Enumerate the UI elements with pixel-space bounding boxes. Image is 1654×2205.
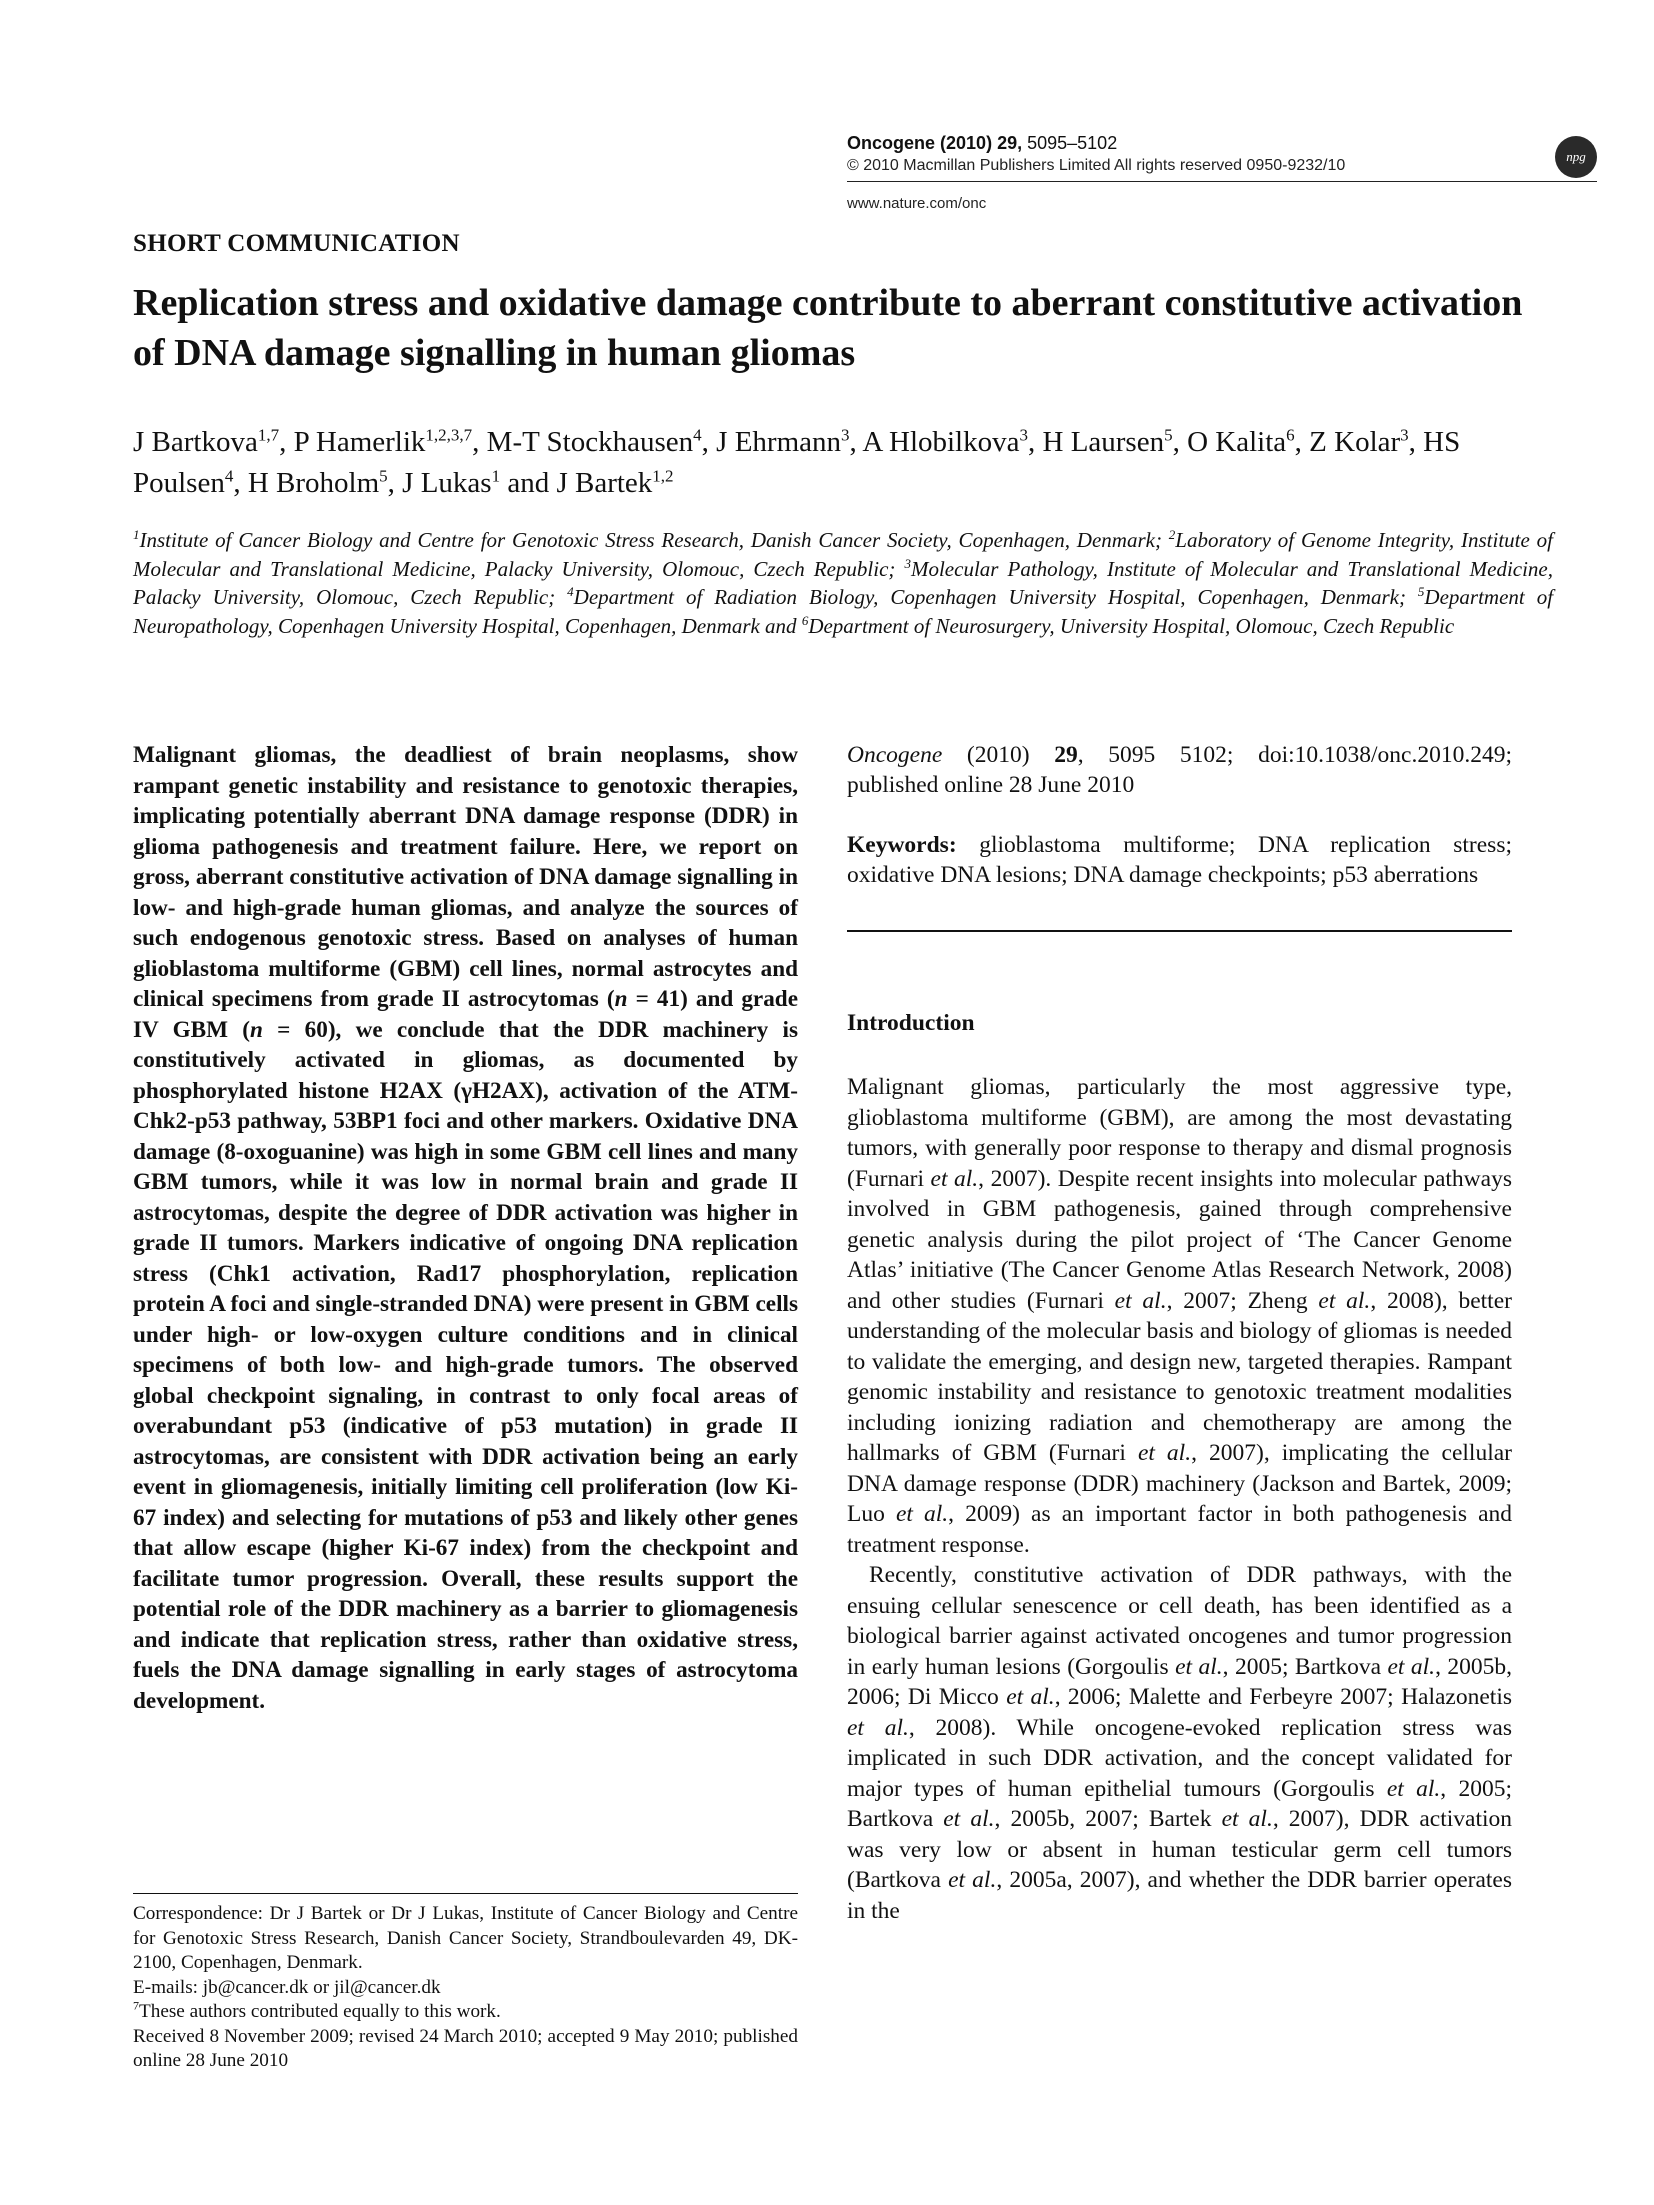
citation-rest: , 5095 5102; doi:10.1038/onc.2010.249; published online 28 June 2010 bbox=[847, 742, 1512, 798]
author-affiliation-marker: 3 bbox=[1019, 425, 1028, 445]
affiliation-number: 3 bbox=[904, 555, 911, 571]
received-note: Received 8 November 2009; revised 24 March 2010; accepted 9 May 2010; published online 28 June 2010 bbox=[133, 2025, 798, 2071]
journal-url[interactable]: www.nature.com/onc bbox=[847, 195, 987, 212]
author-name: H Broholm bbox=[247, 467, 380, 499]
abstract bbox=[133, 740, 798, 1716]
author-name: H Laursen bbox=[1042, 426, 1165, 458]
affiliation-number: 5 bbox=[1417, 584, 1425, 599]
affiliations bbox=[133, 526, 1553, 640]
author-affiliation-marker: 1,7 bbox=[257, 425, 280, 445]
keywords-rule bbox=[847, 930, 1512, 932]
affiliation-text: Department of Neurosurgery, University Hospital, Olomouc, Czech Republic bbox=[808, 613, 1455, 638]
affiliation-text: Department of Radiation Biology, Copenhagen University Hospital, Copenhagen, Denmark; bbox=[573, 585, 1406, 609]
author-name: J Bartek bbox=[556, 467, 653, 499]
equal-contribution-text: These authors contributed equally to this work. bbox=[139, 2001, 501, 2022]
author-affiliation-marker: 1,2 bbox=[652, 466, 674, 486]
citation-year: (2010) bbox=[942, 742, 1055, 768]
npg-logo bbox=[1555, 136, 1597, 178]
correspondence-note: Correspondence: Dr J Bartek or Dr J Lukas, Institute of Cancer Biology and Centre for Genotoxic Stress Research, Danish Cancer Society, Strandboulevarden 49, DK-2100, Copenhagen, Denmark. bbox=[133, 1903, 798, 1973]
copyright-line: © 2010 Macmillan Publishers Limited All rights reserved 0950-9232/10 bbox=[847, 157, 1346, 174]
affiliation-number: 2 bbox=[1168, 527, 1176, 542]
header-rule bbox=[847, 181, 1597, 182]
affiliation-number: 6 bbox=[801, 612, 809, 628]
citation bbox=[847, 740, 1512, 800]
author-affiliation-marker: 1 bbox=[491, 466, 501, 486]
abstract-text-1: Malignant gliomas, the deadliest of brain neoplasms, show rampant genetic instability and resistance to genotoxic therapies, implicating potentially aberrant DNA damage response (DDR) in glioma pathogenesis and treatment failure. Here, we report on gross, aberrant constitutive activation of DNA damage signalling in low- and high-grade human gliomas, and analyze the sources of such endogenous genotoxic stress. Based on analyses of human glioblastoma multiforme (GBM) cell lines, normal astrocytes and clinical specimens from grade II astrocytomas ( bbox=[133, 742, 798, 1012]
affiliation-text: Laboratory of Genome Integrity, Institute of Molecular and Translational Medicine, Palacky University, Olomouc, Czech Republic; bbox=[133, 528, 1554, 581]
author-affiliation-marker: 3 bbox=[1400, 425, 1409, 445]
author-name: P Hamerlik bbox=[293, 426, 426, 458]
author-name: J Ehrmann bbox=[716, 426, 841, 458]
affiliation-text: Institute of Cancer Biology and Centre for Genotoxic Stress Research, Danish Cancer Society, Copenhagen, Denmark; bbox=[139, 528, 1162, 552]
introduction-body bbox=[847, 1072, 1512, 1926]
author-affiliation-marker: 5 bbox=[379, 466, 388, 486]
journal-year-volume: (2010) 29, bbox=[940, 133, 1023, 153]
affiliation-text: Molecular Pathology, Institute of Molecular and Translational Medicine, Palacky University, Olomouc, Czech Republic; bbox=[133, 556, 1553, 609]
author-name: O Kalita bbox=[1187, 426, 1287, 458]
introduction-paragraph: Recently, constitutive activation of DDR pathways, with the ensuing cellular senescence or cell death, has been identified as a biological barrier against activated oncogenes and tumor progression in early human lesions (Gorgoulis et al., 2005; Bartkova et al., 2005b, 2006; Di Micco et al., 2006; Malette and Ferbeyre 2007; Halazonetis et al., 2008). While oncogene-evoked replication stress was implicated in such DDR activation, and the concept validated for major types of human epithelial tumours (Gorgoulis et al., 2005; Bartkova et al., 2005b, 2007; Bartek et al., 2007), DDR activation was very low or absent in human testicular germ cell tumors (Bartkova et al., 2005a, 2007), and whether the DDR barrier operates in the bbox=[847, 1562, 1513, 1924]
keywords-label: Keywords: bbox=[847, 832, 957, 858]
citation-volume: 29 bbox=[1054, 742, 1078, 768]
affiliation-number: 1 bbox=[133, 527, 140, 542]
introduction-paragraph: Malignant gliomas, particularly the most aggressive type, glioblastoma multiforme (GBM), are among the most devastating tumors, with generally poor response to therapy and dismal prognosis (Furnari et al., 2007). Despite recent insights into molecular pathways involved in GBM pathogenesis, gained through comprehensive genetic analysis during the pilot project of ‘The Cancer Genome Atlas’ initiative (The Cancer Genome Atlas Research Network, 2008) and other studies (Furnari et al., 2007; Zheng et al., 2008), better understanding of the molecular basis and biology of gliomas is needed to validate the emerging, and design new, targeted therapies. Rampant genomic instability and resistance to genotoxic treatment modalities including ionizing radiation and chemotherapy are among the hallmarks of GBM (Furnari et al., 2007), implicating the cellular DNA damage response (DDR) machinery (Jackson and Bartek, 2009; Luo et al., 2009) as an important factor in both pathogenesis and treatment response. bbox=[847, 1074, 1513, 1558]
footnotes bbox=[133, 1902, 798, 2074]
abstract-text-2: = 41) and grade IV GBM ( bbox=[133, 986, 798, 1043]
author-name: Z Kolar bbox=[1309, 426, 1401, 458]
email-note: E-mails: jb@cancer.dk or jil@cancer.dk bbox=[133, 1976, 441, 1998]
author-name: HS Poulsen bbox=[133, 426, 1461, 499]
equal-contribution-note bbox=[133, 2000, 798, 2025]
author-affiliation-marker: 6 bbox=[1286, 425, 1295, 445]
footnote-rule bbox=[133, 1893, 798, 1894]
citation-journal: Oncogene bbox=[847, 742, 943, 768]
equal-contribution-marker: 7 bbox=[133, 1998, 139, 2013]
author-name: A Hlobilkova bbox=[862, 426, 1020, 458]
article-title: Replication stress and oxidative damage contribute to aberrant constitutive activation of DNA damage signalling in human gliomas bbox=[133, 282, 1523, 374]
npg-logo-text: npg bbox=[1566, 149, 1586, 164]
journal-citation-line bbox=[847, 131, 1537, 155]
affiliation-text: Department of Neuropathology, Copenhagen University Hospital, Copenhagen, Denmark and bbox=[133, 585, 1554, 638]
section-label: SHORT COMMUNICATION bbox=[133, 230, 460, 257]
journal-header bbox=[847, 131, 1537, 212]
keywords bbox=[847, 830, 1512, 890]
author-name: J Bartkova bbox=[133, 426, 258, 458]
author-affiliation-marker: 5 bbox=[1164, 425, 1173, 445]
journal-name: Oncogene bbox=[847, 133, 936, 153]
affiliation-number: 4 bbox=[567, 584, 574, 599]
author-affiliation-marker: 1,2,3,7 bbox=[425, 425, 473, 445]
author-name: J Lukas bbox=[402, 467, 492, 499]
abstract-text-3: = 60), we conclude that the DDR machinery is constitutively activated in gliomas, as documented by phosphorylated histone H2AX (γH2AX), activation of the ATM-Chk2-p53 pathway, 53BP1 foci and other markers. Oxidative DNA damage (8-oxoguanine) was high in some GBM cell lines and many GBM tumors, while it was low in normal brain and grade II astrocytomas, despite the degree of DDR activation was higher in grade II tumors. Markers indicative of ongoing DNA replication stress (Chk1 activation, Rad17 phosphorylation, replication protein A foci and single-stranded DNA) were present in GBM cells under high- or low-oxygen culture conditions and in clinical specimens of both low- and high-grade tumors. The observed global checkpoint signaling, in contrast to only focal areas of overabundant p53 (indicative of p53 mutation) in grade II astrocytomas, are consistent with DDR activation being an early event in gliomagenesis, initially limiting cell proliferation (low Ki-67 index) and selecting for mutations of p53 and likely other genes that allow escape (higher Ki-67 index) from the checkpoint and facilitate tumor progression. Overall, these results support the potential role of the DDR machinery as a barrier to gliomagenesis and indicate that replication stress, rather than oxidative stress, fuels the DNA damage signalling in early stages of astrocytoma development. bbox=[133, 1016, 798, 1714]
author-affiliation-marker: 4 bbox=[693, 425, 702, 445]
author-list: J Bartkova$^{1,7}$, P Hamerlik$^{1,2,3,7}$, M-T Stockhausen$^4$, J Ehrmann$^3$, A Hlobilkova$^3$, H Laursen$^5$, O Kalita$^6$, Z Kolar$^3$, HS Poulsen$^4$, H Broholm$^5$, J Lukas$^1$ and J Bartek$^{1,2}$ bbox=[133, 425, 1461, 499]
introduction-heading: Introduction bbox=[847, 1010, 975, 1036]
abstract-n-symbol: n bbox=[250, 1016, 263, 1043]
journal-pages: 5095–5102 bbox=[1027, 133, 1118, 153]
abstract-n-symbol: n bbox=[614, 986, 628, 1012]
author-name: M-T Stockhausen bbox=[486, 426, 694, 458]
author-affiliation-marker: 4 bbox=[224, 466, 234, 486]
author-affiliation-marker: 3 bbox=[841, 425, 850, 445]
keywords-text: glioblastoma multiforme; DNA replication stress; oxidative DNA lesions; DNA damage checkpoints; p53 aberrations bbox=[847, 832, 1512, 888]
